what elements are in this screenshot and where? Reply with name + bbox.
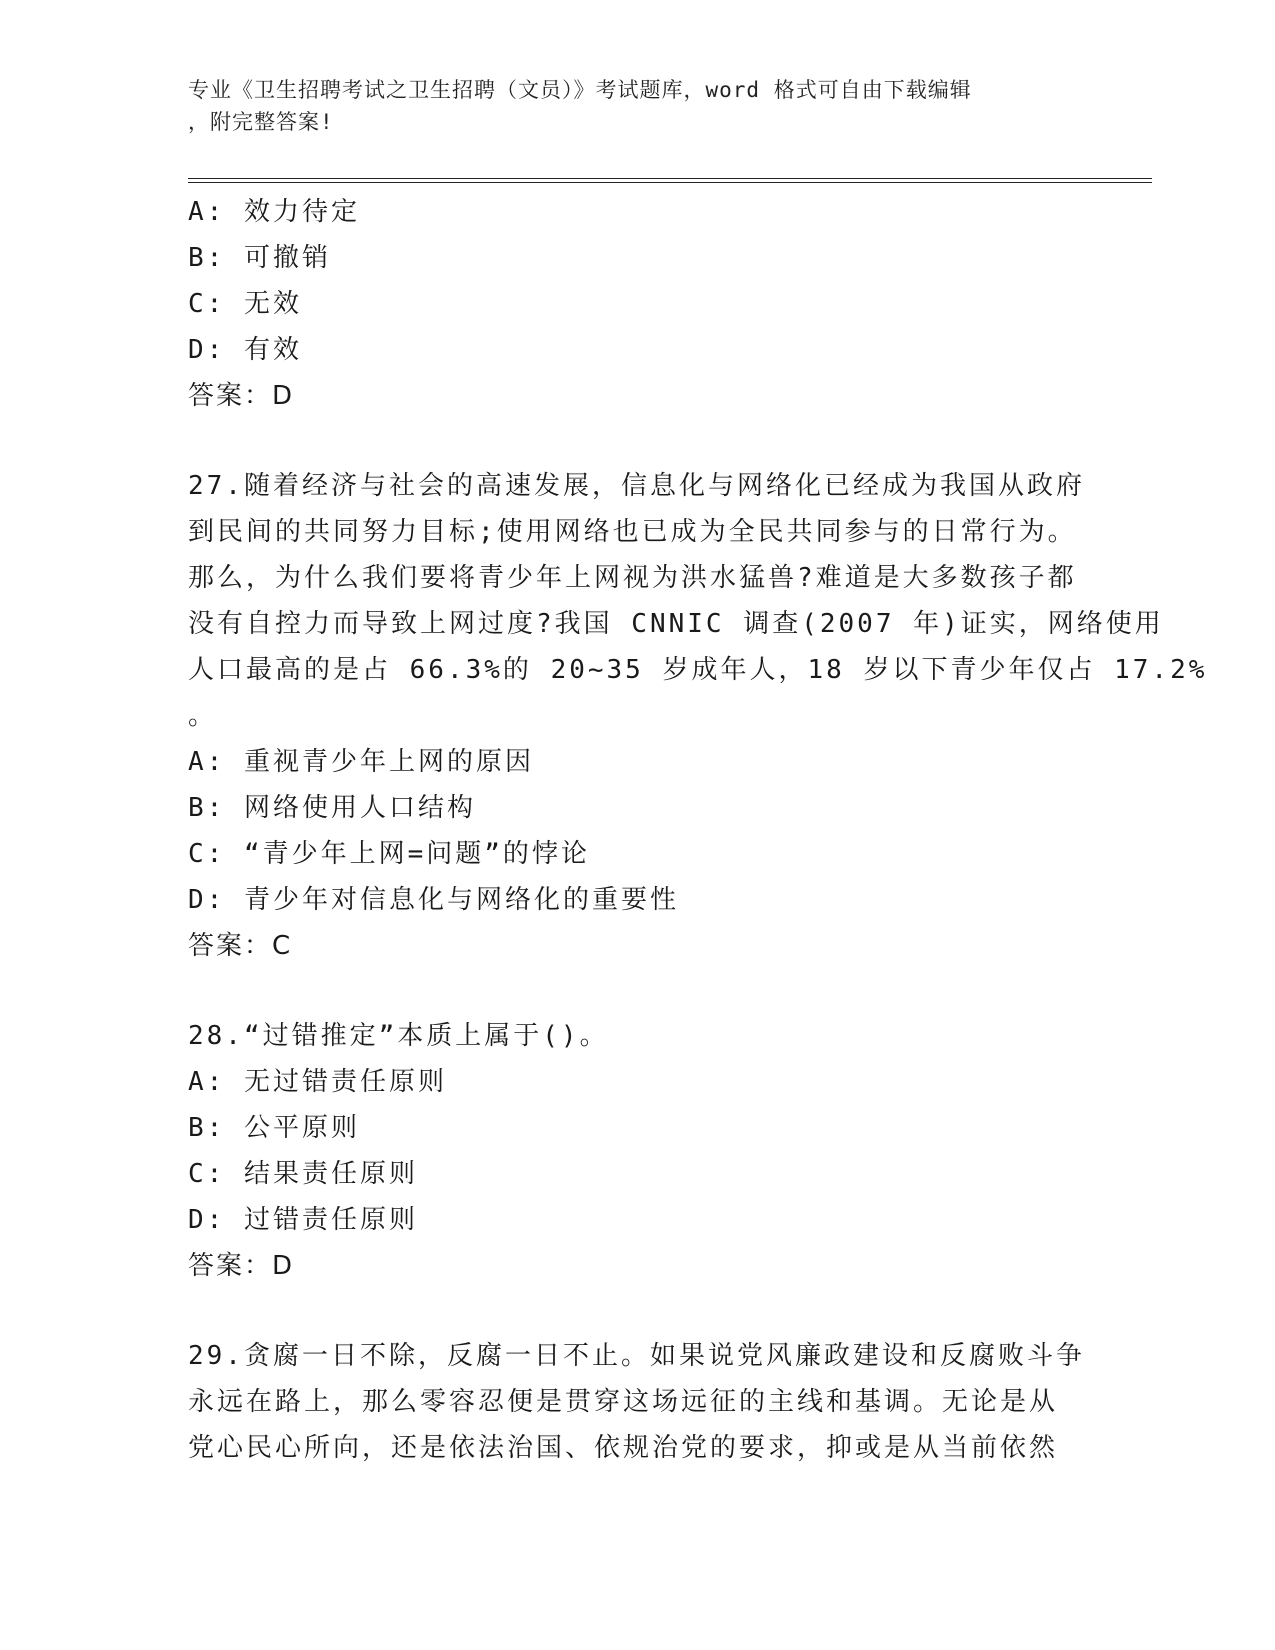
answer-line: 答案：D — [188, 1251, 295, 1281]
question-29-block — [188, 1333, 1088, 1471]
stem-line: 27.随着经济与社会的高速发展，信息化与网络化已经成为我国从政府 — [188, 471, 1085, 501]
header-line-1: 专业《卫生招聘考试之卫生招聘（文员）》考试题库，word 格式可自由下载编辑 — [188, 78, 972, 102]
question-28-block — [188, 1013, 1088, 1289]
answer-line: 答案：C — [188, 931, 293, 961]
question-stem — [188, 1333, 1088, 1471]
option-a: A: 重视青少年上网的原因 — [188, 747, 534, 777]
question-spacer — [188, 969, 1088, 1013]
question-26-block — [188, 189, 1088, 419]
question-stem — [188, 1013, 1088, 1059]
header-divider-bottom — [188, 182, 1152, 183]
question-27-block — [188, 463, 1208, 969]
stem-line: 到民间的共同努力目标;使用网络也已成为全民共同参与的日常行为。 — [188, 517, 1077, 547]
header-line-2: ，附完整答案! — [188, 110, 334, 134]
question-spacer — [188, 1289, 1088, 1333]
stem-line: 没有自控力而导致上网过度?我国 CNNIC 调查(2007 年)证实，网络使用 — [188, 609, 1164, 639]
option-a: A: 效力待定 — [188, 197, 360, 227]
stem-line: 党心民心所向，还是依法治国、依规治党的要求，抑或是从当前依然 — [188, 1433, 1059, 1463]
option-b: B: 网络使用人口结构 — [188, 793, 476, 823]
option-d: D: 有效 — [188, 335, 302, 365]
document-header — [188, 74, 1088, 138]
question-spacer — [188, 419, 1088, 463]
option-a: A: 无过错责任原则 — [188, 1067, 447, 1097]
option-c: C: 无效 — [188, 289, 302, 319]
option-b: B: 可撤销 — [188, 243, 331, 273]
option-b: B: 公平原则 — [188, 1113, 360, 1143]
option-d: D: 过错责任原则 — [188, 1205, 418, 1235]
stem-line: 永远在路上，那么零容忍便是贯穿这场远征的主线和基调。无论是从 — [188, 1387, 1059, 1417]
question-stem — [188, 463, 1208, 739]
stem-line: 那么，为什么我们要将青少年上网视为洪水猛兽?难道是大多数孩子都 — [188, 563, 1077, 593]
option-c: C: “青少年上网=问题”的悖论 — [188, 839, 590, 869]
option-d: D: 青少年对信息化与网络化的重要性 — [188, 885, 679, 915]
stem-line: 人口最高的是占 66.3%的 20~35 岁成年人，18 岁以下青少年仅占 17.2% — [188, 655, 1208, 685]
question-content — [188, 189, 1208, 1471]
header-divider-top — [188, 178, 1152, 179]
stem-line: 29.贪腐一日不除，反腐一日不止。如果说党风廉政建设和反腐败斗争 — [188, 1341, 1085, 1371]
answer-line: 答案：D — [188, 381, 295, 411]
stem-line: 。 — [188, 701, 218, 731]
stem-line: 28.“过错推定”本质上属于()。 — [188, 1021, 609, 1051]
option-c: C: 结果责任原则 — [188, 1159, 418, 1189]
